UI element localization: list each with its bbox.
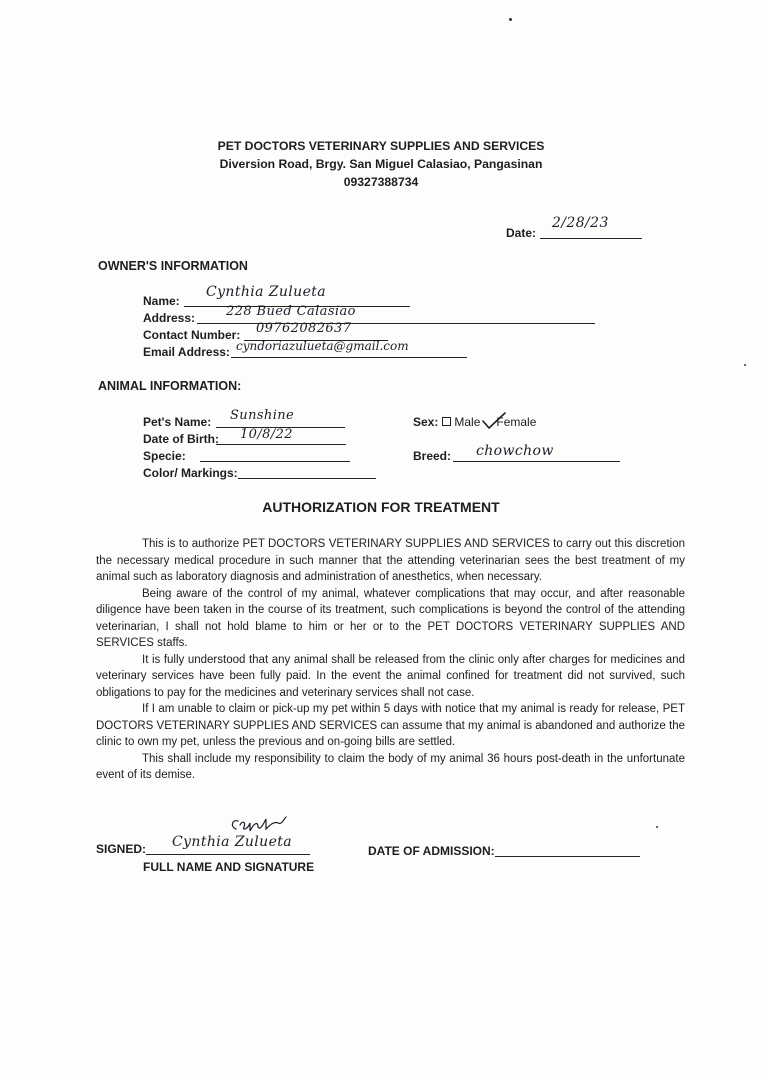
owner-email-field[interactable] bbox=[231, 357, 467, 358]
color-markings-label: Color/ Markings: bbox=[143, 466, 238, 480]
specie-label: Specie: bbox=[143, 449, 186, 463]
authorization-paragraph: This is to authorize PET DOCTORS VETERINARY SUPPLIES AND SERVICES to carry out this discretion the necessary medical procedure in such manner that the attending veterinarian sees the best treatment of my animal such as laboratory diagnosis and administration of anesthetics, when necessary. bbox=[96, 538, 685, 583]
owner-section-title: OWNER'S INFORMATION bbox=[98, 259, 248, 273]
authorization-paragraph: Being aware of the control of my animal, whatever complications that may occur, and after reasonable diligence have been taken in the course of its treatment, such complications is beyond the control of the attending veterinarian, I shall not hold blame to him or her or to the PET DOCTORS VETERINARY SUPPLIES AND SERVICES staffs. bbox=[96, 587, 685, 649]
sex-male-label: Male bbox=[454, 415, 481, 429]
company-address: Diversion Road, Brgy. San Miguel Calasiao, Pangasinan bbox=[219, 157, 543, 171]
scan-speck bbox=[509, 18, 512, 21]
dob-field[interactable] bbox=[216, 444, 346, 445]
signed-name: Cynthia Zulueta bbox=[172, 834, 293, 850]
dob-value: 10/8/22 bbox=[240, 427, 293, 442]
female-checkmark-icon bbox=[480, 410, 510, 432]
pet-name-value: Sunshine bbox=[230, 408, 295, 423]
authorization-body bbox=[96, 536, 685, 784]
breed-value: chowchow bbox=[476, 443, 554, 459]
company-phone: 09327388734 bbox=[343, 175, 419, 189]
date-value: 2/28/23 bbox=[552, 215, 609, 231]
date-label: Date: bbox=[506, 226, 537, 240]
signature-caption: FULL NAME AND SIGNATURE bbox=[143, 860, 315, 874]
authorization-paragraph: This shall include my responsibility to claim the body of my animal 36 hours post-death in the unfortunate event of its demise. bbox=[96, 752, 685, 781]
breed-field[interactable] bbox=[453, 461, 620, 462]
pet-name-label: Pet's Name: bbox=[143, 415, 212, 429]
sex-label: Sex: bbox=[413, 415, 439, 429]
company-name: PET DOCTORS VETERINARY SUPPLIES AND SERVICES bbox=[217, 139, 545, 153]
authorization-title: AUTHORIZATION FOR TREATMENT bbox=[262, 499, 500, 515]
date-field-line[interactable] bbox=[540, 238, 642, 239]
breed-label: Breed: bbox=[413, 449, 452, 463]
signature-line[interactable] bbox=[146, 854, 310, 855]
scan-speck bbox=[656, 826, 658, 828]
animal-section-title: ANIMAL INFORMATION: bbox=[98, 379, 242, 393]
color-markings-field[interactable] bbox=[238, 478, 376, 479]
owner-email-value: cyndoriazulueta@gmail.com bbox=[236, 339, 409, 353]
owner-contact-label: Contact Number: bbox=[143, 328, 241, 342]
owner-address-label: Address: bbox=[143, 311, 196, 325]
owner-address-value: 228 Bued Calasiao bbox=[226, 304, 356, 319]
scan-speck bbox=[744, 364, 746, 366]
sex-female-label: Female bbox=[496, 415, 537, 429]
owner-name-label: Name: bbox=[143, 294, 180, 308]
letterhead bbox=[0, 137, 762, 191]
owner-email-label: Email Address: bbox=[143, 345, 230, 359]
authorization-paragraph: It is fully understood that any animal shall be released from the clinic only after charges for medicines and veterinary services have been fully paid. In the event the animal confined for treatment did not survived, such obligations to pay for the medicines and veterinary services shall not case. bbox=[96, 653, 685, 699]
admission-date-label: DATE OF ADMISSION: bbox=[368, 844, 495, 858]
dob-label: Date of Birth: bbox=[143, 432, 219, 446]
owner-contact-value: 09762082637 bbox=[256, 321, 352, 336]
specie-field[interactable] bbox=[200, 461, 350, 462]
owner-name-value: Cynthia Zulueta bbox=[206, 284, 327, 300]
sex-male-checkbox[interactable] bbox=[442, 417, 451, 426]
signed-label: SIGNED: bbox=[96, 842, 147, 856]
admission-date-field[interactable] bbox=[495, 856, 640, 857]
sex-field bbox=[413, 415, 536, 429]
authorization-paragraph: If I am unable to claim or pick-up my pet within 5 days with notice that my animal is ready for release, PET DOCTORS VETERINARY SUPPLIES AND SERVICES can assume that my animal is abandoned and authorize the clinic to own my pet, unless the previous and on-going bills are settled. bbox=[96, 703, 685, 748]
